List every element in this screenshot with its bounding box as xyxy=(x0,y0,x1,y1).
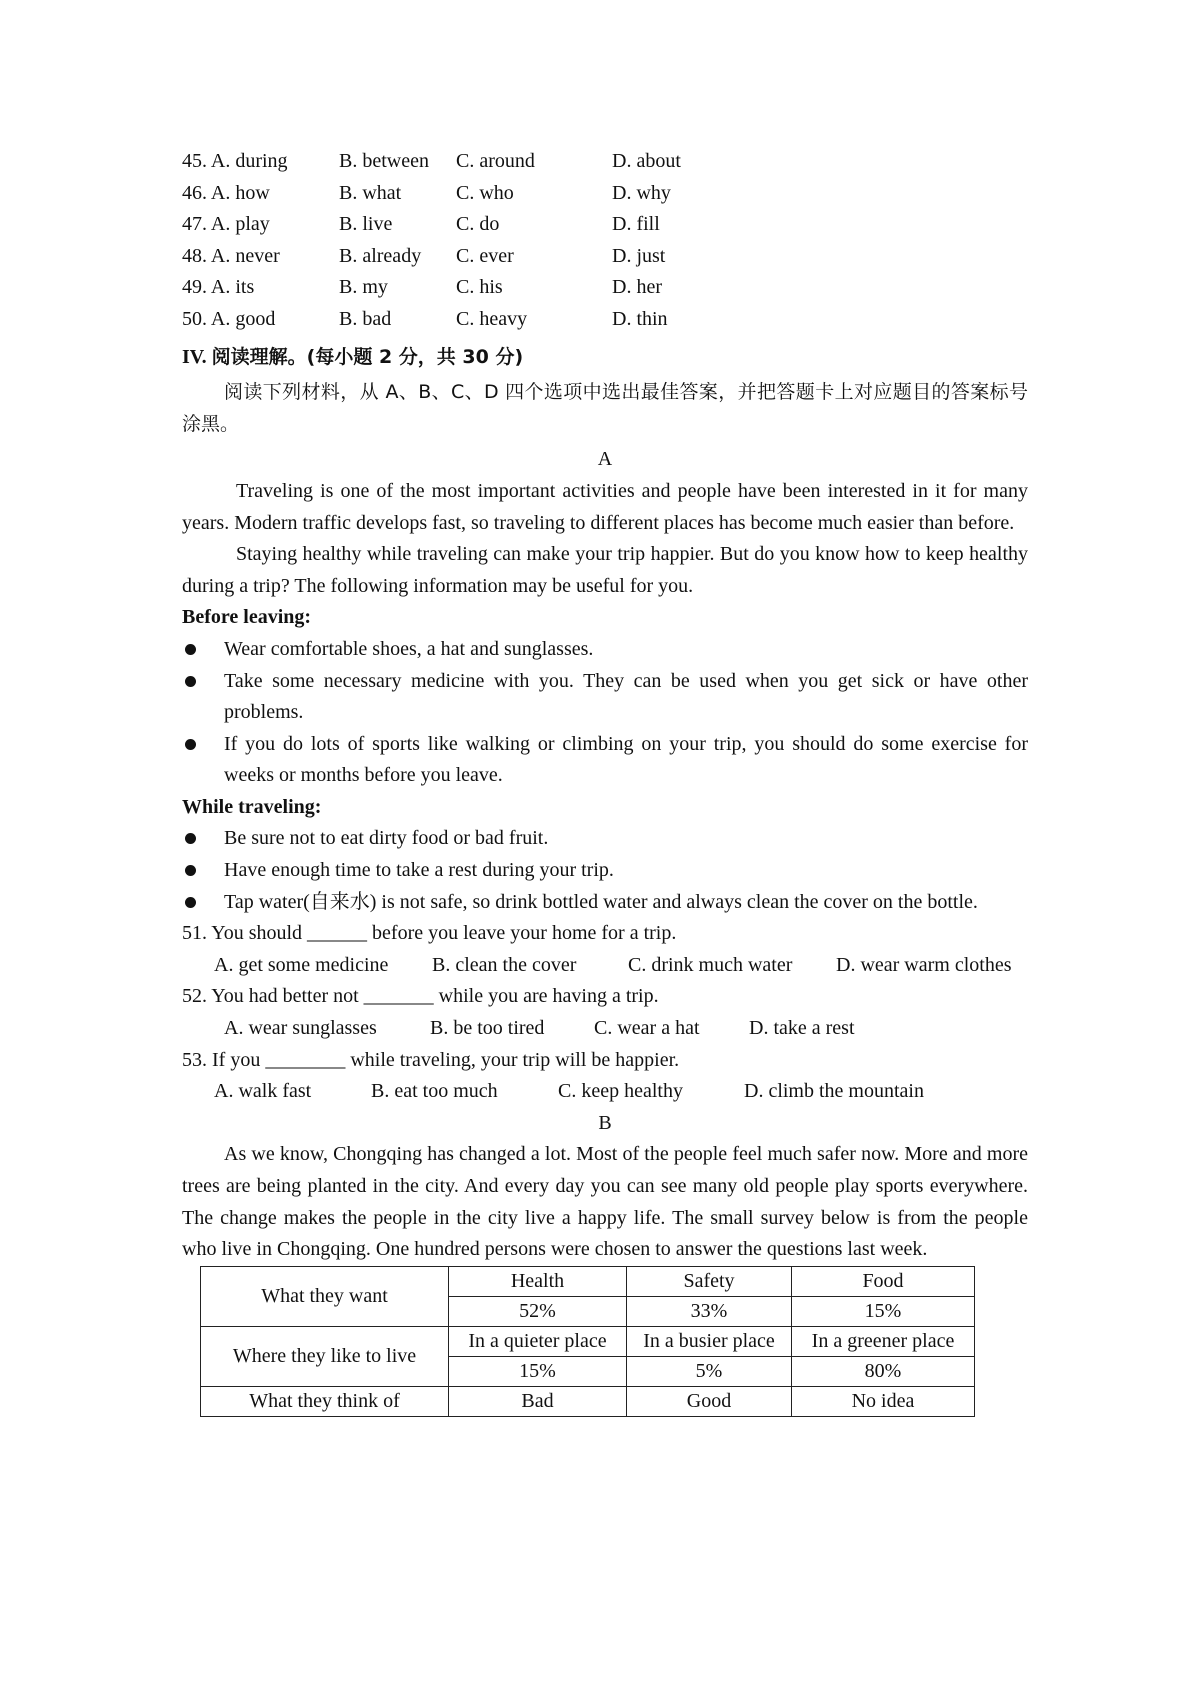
list-item-text: Tap water(自来水) is not safe, so drink bottled water and always clean the cover on the bottle. xyxy=(224,890,978,913)
list-item xyxy=(182,855,1028,887)
mc-row-48 xyxy=(182,241,1028,273)
option-d: D. thin xyxy=(612,307,668,330)
list-item-text: If you do lots of sports like walking or climbing on your trip, you should do some exercise for weeks or months before you leave. xyxy=(224,732,1028,787)
question-51: 51. You should ______ before you leave your home for a trip. xyxy=(182,922,677,945)
option-b: B. already xyxy=(339,244,422,267)
bullet-icon xyxy=(185,865,196,876)
option-b: B. between xyxy=(339,150,429,172)
bullet-icon xyxy=(185,644,196,655)
list-item xyxy=(182,887,1028,919)
mc-options xyxy=(182,146,1028,336)
option-b: B. be too tired xyxy=(430,1017,545,1040)
table-cell: Bad xyxy=(449,1386,627,1416)
option-d: D. take a rest xyxy=(749,1017,855,1040)
option-a: 50. A. good xyxy=(182,307,276,330)
option-d: D. about xyxy=(612,150,681,172)
exam-page xyxy=(182,146,1028,1417)
table-cell: Food xyxy=(792,1266,975,1296)
table-cell: 80% xyxy=(792,1356,975,1386)
option-c: C. keep healthy xyxy=(558,1080,683,1103)
passage-a-paragraph-2: Staying healthy while traveling can make your trip happier. But do you know how to keep healthy during a trip? The following information may be useful for you. xyxy=(182,543,1028,597)
option-c: C. do xyxy=(456,213,500,236)
bullet-icon xyxy=(185,897,196,908)
option-a: 45. A. during xyxy=(182,150,288,172)
table-cell: In a greener place xyxy=(792,1326,975,1356)
mc-row-45 xyxy=(182,146,1028,178)
option-d: D. just xyxy=(612,244,666,267)
table-row-label: What they want xyxy=(201,1266,449,1326)
table-cell: Good xyxy=(627,1386,792,1416)
option-c: C. around xyxy=(456,150,535,172)
mc-row-46 xyxy=(182,178,1028,210)
option-b: B. clean the cover xyxy=(432,953,577,976)
option-b: B. bad xyxy=(339,307,392,330)
table-row xyxy=(201,1326,975,1356)
passage-label-a: A xyxy=(597,448,613,471)
table-cell: 5% xyxy=(627,1356,792,1386)
while-traveling-heading: While traveling: xyxy=(182,795,322,818)
list-item-text: Have enough time to take a rest during your trip. xyxy=(224,859,614,882)
table-cell: 52% xyxy=(449,1296,627,1326)
list-item-text: Take some necessary medicine with you. They can be used when you get sick or have other problems. xyxy=(224,669,1028,724)
list-item-text: Be sure not to eat dirty food or bad fruit. xyxy=(224,827,549,850)
list-item xyxy=(182,823,1028,855)
table-row xyxy=(201,1386,975,1416)
survey-table xyxy=(200,1266,975,1417)
option-c: C. heavy xyxy=(456,307,528,330)
option-b: B. live xyxy=(339,213,393,236)
table-row xyxy=(201,1266,975,1296)
before-leaving-heading: Before leaving: xyxy=(182,606,312,629)
option-a: 46. A. how xyxy=(182,181,270,204)
mc-row-50 xyxy=(182,304,1028,336)
table-cell: In a quieter place xyxy=(449,1326,627,1356)
option-a: 48. A. never xyxy=(182,244,280,267)
option-d: D. climb the mountain xyxy=(744,1080,924,1103)
passage-b-paragraph-1: As we know, Chongqing has changed a lot. Most of the people feel much safer now. More and more trees are being planted in the city. And every day you can see many old people play sports everywhere. The change makes the people in the city live a happy life. The small survey below is from the people who live in Chongqing. One hundred persons were chosen to answer the questions last week. xyxy=(182,1143,1028,1261)
option-d: D. why xyxy=(612,181,671,204)
option-b: B. what xyxy=(339,181,402,204)
bullet-icon xyxy=(185,676,196,687)
option-c: C. who xyxy=(456,181,514,204)
table-cell: No idea xyxy=(792,1386,975,1416)
list-item xyxy=(182,666,1028,729)
option-a: A. walk fast xyxy=(214,1080,312,1103)
list-item xyxy=(182,729,1028,792)
question-51-options xyxy=(182,950,1028,982)
option-d: D. fill xyxy=(612,213,660,236)
option-b: B. eat too much xyxy=(371,1080,498,1103)
table-cell: Health xyxy=(449,1266,627,1296)
passage-a-paragraph-1: Traveling is one of the most important activities and people have been interested in it for many years. Modern traffic develops fast, so traveling to different places has become much easier than before. xyxy=(182,479,1028,534)
section-instruction: 阅读下列材料，从 A、B、C、D 四个选项中选出最佳答案，并把答题卡上对应题目的答案标号涂黑。 xyxy=(182,381,1028,435)
option-a: A. wear sunglasses xyxy=(224,1017,377,1040)
option-c: C. ever xyxy=(456,244,514,267)
list-item xyxy=(182,634,1028,666)
question-53-options xyxy=(182,1076,1028,1108)
question-52-options xyxy=(182,1013,1028,1045)
option-d: D. her xyxy=(612,276,662,299)
question-53: 53. If you ________ while traveling, your trip will be happier. xyxy=(182,1048,680,1071)
option-a: A. get some medicine xyxy=(214,953,389,976)
bullet-icon xyxy=(185,739,196,750)
table-cell: 33% xyxy=(627,1296,792,1326)
table-row-label: Where they like to live xyxy=(201,1326,449,1386)
list-item-text: Wear comfortable shoes, a hat and sunglasses. xyxy=(224,637,594,660)
section-number: IV. xyxy=(182,345,207,368)
option-b: B. my xyxy=(339,276,388,299)
question-52: 52. You had better not _______ while you are having a trip. xyxy=(182,985,659,1008)
table-cell: 15% xyxy=(449,1356,627,1386)
option-c: C. wear a hat xyxy=(594,1017,700,1040)
mc-row-47 xyxy=(182,209,1028,241)
option-a: 49. A. its xyxy=(182,276,255,299)
option-a: 47. A. play xyxy=(182,213,270,236)
table-cell: Safety xyxy=(627,1266,792,1296)
section-heading xyxy=(182,342,1028,374)
table-cell: In a busier place xyxy=(627,1326,792,1356)
passage-label-b: B xyxy=(598,1111,612,1134)
option-c: C. his xyxy=(456,276,503,299)
option-d: D. wear warm clothes xyxy=(836,953,1012,976)
section-title: 阅读理解。(每小题 2 分，共 30 分) xyxy=(211,345,524,368)
table-cell: 15% xyxy=(792,1296,975,1326)
mc-row-49 xyxy=(182,272,1028,304)
table-row-label: What they think of xyxy=(201,1386,449,1416)
option-c: C. drink much water xyxy=(628,953,793,976)
bullet-icon xyxy=(185,833,196,844)
